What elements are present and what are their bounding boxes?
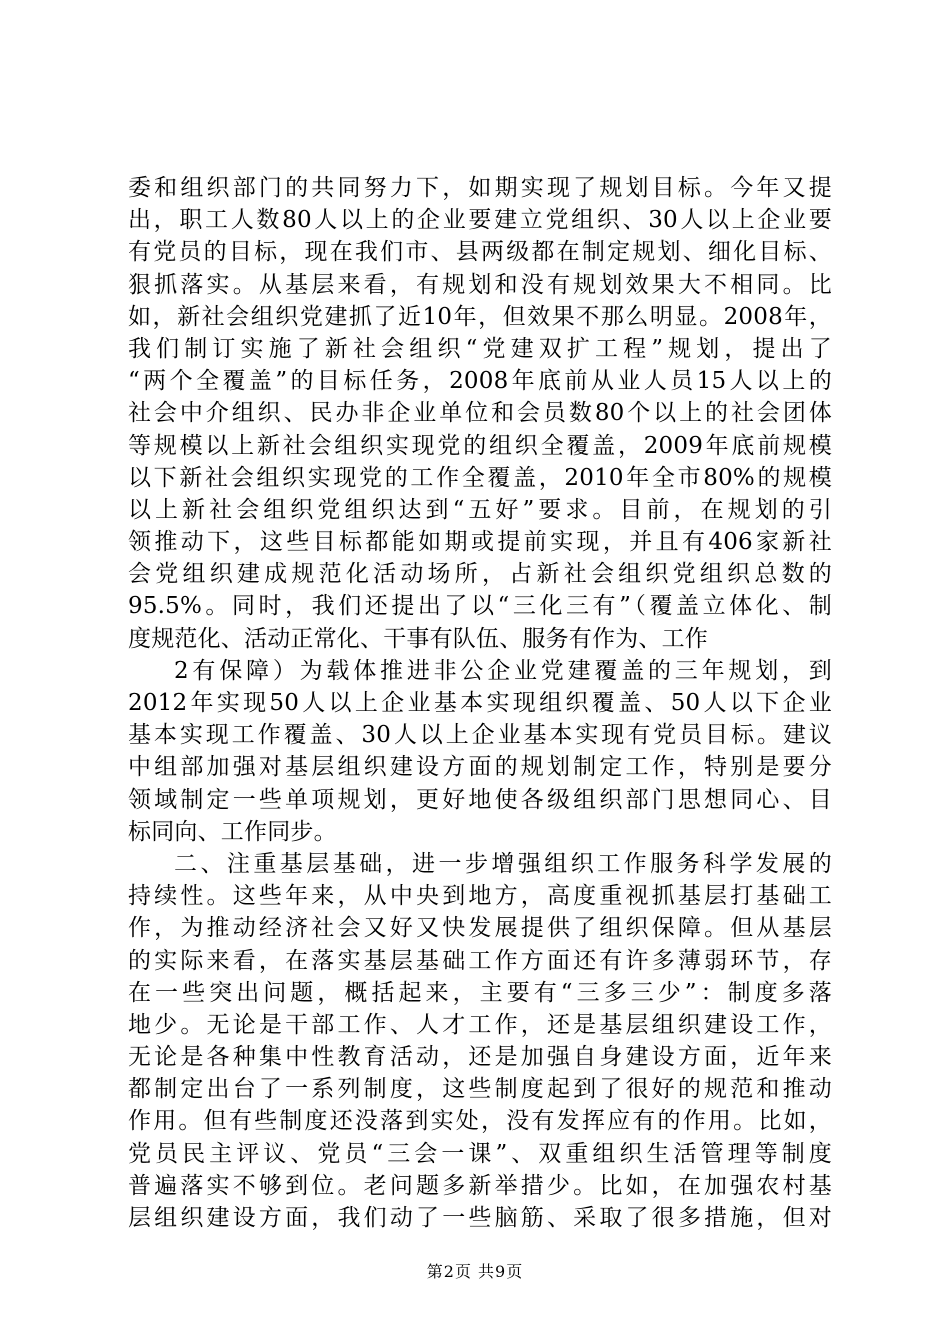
text-line: 作，为推动经济社会又好又快发展提供了组织保障。但从基层 bbox=[128, 915, 832, 942]
text-line: 以上新社会组织党组织达到“五好”要求。目前，在规划的引 bbox=[128, 496, 832, 523]
text-line: 持续性。这些年来，从中央到地方，高度重视抓基层打基础工 bbox=[128, 883, 832, 910]
text-line: 在一些突出问题，概括起来，主要有“三多三少”：制度多落 bbox=[128, 979, 832, 1006]
text-line: 作用。但有些制度还没落到实处，没有发挥应有的作用。比如， bbox=[128, 1108, 832, 1135]
text-line: 的实际来看，在落实基层基础工作方面还有许多薄弱环节，存 bbox=[128, 947, 832, 974]
page-number-footer: 第2页 共9页 bbox=[426, 1262, 524, 1281]
text-line: 出，职工人数80人以上的企业要建立党组织、30人以上企业要 bbox=[128, 207, 832, 234]
text-line: 社会中介组织、民办非企业单位和会员数80个以上的社会团体 bbox=[128, 400, 832, 427]
text-line: 等规模以上新社会组织实现党的组织全覆盖，2009年底前规模 bbox=[128, 432, 832, 459]
body-text bbox=[128, 172, 832, 1234]
text-line: 二、注重基层基础，进一步增强组织工作服务科学发展的 bbox=[174, 850, 832, 877]
text-line: 95.5%。同时，我们还提出了以“三化三有”（覆盖立体化、制 bbox=[128, 593, 832, 620]
text-line: 2012年实现50人以上企业基本实现组织覆盖、50人以下企业 bbox=[128, 690, 832, 716]
text-line: 中组部加强对基层组织建设方面的规划制定工作，特别是要分 bbox=[128, 754, 832, 781]
text-line: 无论是各种集中性教育活动，还是加强自身建设方面，近年来 bbox=[128, 1044, 832, 1071]
text-line: 党员民主评议、党员“三会一课”、双重组织生活管理等制度 bbox=[128, 1140, 832, 1167]
text-line: 如，新社会组织党建抓了近10年，但效果不那么明显。2008年， bbox=[128, 303, 832, 330]
text-line: 狠抓落实。从基层来看，有规划和没有规划效果大不相同。比 bbox=[128, 271, 832, 298]
text-line: 度规范化、活动正常化、干事有队伍、服务有作为、工作 bbox=[128, 625, 708, 652]
text-line: 委和组织部门的共同努力下，如期实现了规划目标。今年又提 bbox=[128, 175, 832, 201]
text-line: 领推动下，这些目标都能如期或提前实现，并且有406家新社 bbox=[128, 529, 832, 556]
text-line: 领域制定一些单项规划，更好地使各级组织部门思想同心、目 bbox=[128, 786, 832, 813]
text-line: “两个全覆盖”的目标任务，2008年底前从业人员15人以上的 bbox=[128, 368, 832, 395]
text-line: 地少。无论是干部工作、人才工作，还是基层组织建设工作， bbox=[128, 1011, 832, 1038]
text-line: 普遍落实不够到位。老问题多新举措少。比如，在加强农村基 bbox=[128, 1172, 832, 1199]
text-line: 会党组织建成规范化活动场所，占新社会组织党组织总数的 bbox=[128, 561, 832, 588]
text-line: 层组织建设方面，我们动了一些脑筋、采取了很多措施，但对 bbox=[128, 1205, 832, 1231]
text-line: 我们制订实施了新社会组织“党建双扩工程”规划，提出了 bbox=[128, 335, 832, 362]
text-line: 标同向、工作同步。 bbox=[128, 818, 337, 845]
text-line: 都制定出台了一系列制度，这些制度起到了很好的规范和推动 bbox=[128, 1076, 832, 1103]
text-line: 有党员的目标，现在我们市、县两级都在制定规划、细化目标、 bbox=[128, 239, 832, 266]
text-line: 基本实现工作覆盖、30人以上企业基本实现有党员目标。建议 bbox=[128, 722, 832, 749]
text-line: 2有保障）为载体推进非公企业党建覆盖的三年规划，到 bbox=[174, 657, 832, 684]
text-line: 以下新社会组织实现党的工作全覆盖，2010年全市80%的规模 bbox=[128, 464, 832, 491]
